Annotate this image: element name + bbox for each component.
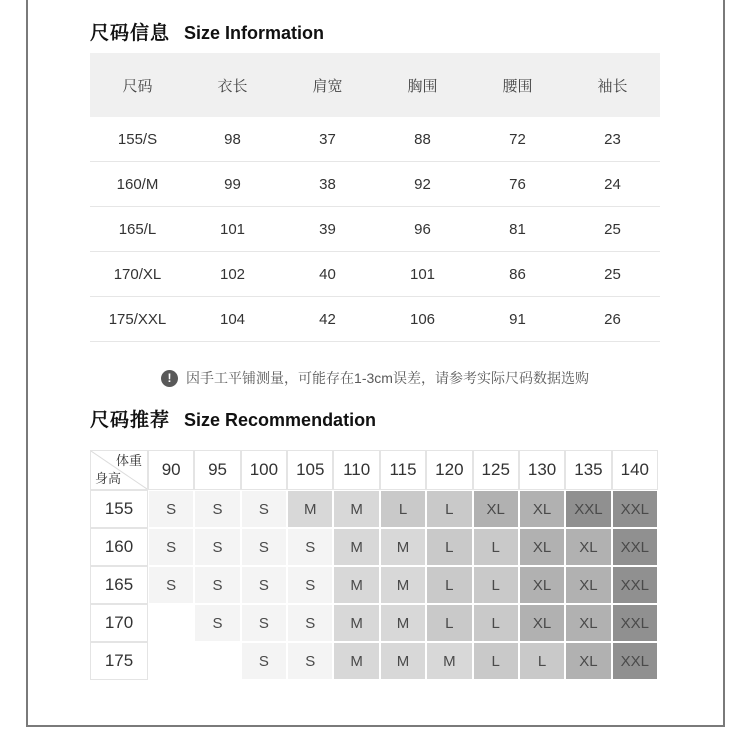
size-table-header-cell: 腰围 <box>502 77 533 95</box>
recommendation-cell: XL <box>473 490 519 528</box>
recommendation-cell: L <box>473 642 519 680</box>
corner-height-label: 身高 <box>95 470 122 486</box>
size-recommendation-title-en: Size Recommendation <box>184 410 377 430</box>
recommendation-cell <box>148 604 194 642</box>
size-table-value-cell: 39 <box>319 220 336 238</box>
size-table-value-cell: 38 <box>319 175 336 193</box>
size-table-value-cell: 24 <box>604 175 621 193</box>
size-table-value-cell: 37 <box>319 130 336 148</box>
note-text: 因手工平铺测量，可能存在1-3cm误差，请参考实际尺码数据选购 <box>186 370 589 386</box>
recommendation-cell: M <box>333 642 379 680</box>
recommendation-cell: XL <box>565 642 611 680</box>
recommendation-cell: M <box>380 566 426 604</box>
size-table-value-cell: 92 <box>414 175 431 193</box>
size-table-value-cell: 91 <box>509 310 526 328</box>
recommendation-cell: XL <box>519 604 565 642</box>
size-table-value-cell: 102 <box>219 265 246 283</box>
size-table-header-cell: 袖长 <box>597 77 628 95</box>
recommendation-cell: S <box>148 566 194 604</box>
height-header-cell: 170 <box>90 604 148 642</box>
size-table-row <box>90 117 660 162</box>
size-table-value-cell: 26 <box>604 310 621 328</box>
recommendation-cell: S <box>194 566 240 604</box>
recommendation-cell: L <box>473 528 519 566</box>
recommendation-cell: S <box>148 490 194 528</box>
size-table-size-cell: 170/XL <box>113 265 162 283</box>
corner-weight-label: 体重 <box>115 453 142 468</box>
size-table-row <box>90 252 660 297</box>
size-table-value-cell: 98 <box>224 130 241 148</box>
size-table-value-cell: 106 <box>409 310 436 328</box>
recommendation-cell: L <box>426 604 472 642</box>
recommendation-table <box>90 450 658 680</box>
recommendation-cell: L <box>426 566 472 604</box>
weight-header-cell: 105 <box>287 450 333 490</box>
recommendation-cell: XL <box>565 566 611 604</box>
recommendation-cell <box>148 642 194 680</box>
height-header-cell: 175 <box>90 642 148 680</box>
recommendation-cell: XXL <box>565 490 611 528</box>
size-table-value-cell: 72 <box>509 130 526 148</box>
recommendation-cell: XL <box>519 490 565 528</box>
recommendation-cell: M <box>380 528 426 566</box>
recommendation-cell <box>194 642 240 680</box>
size-table-value-cell: 104 <box>219 310 246 328</box>
recommendation-cell: XL <box>565 528 611 566</box>
exclamation-circle-icon: ! <box>161 370 178 387</box>
size-table-value-cell: 99 <box>224 175 241 193</box>
weight-header-cell: 95 <box>194 450 240 490</box>
size-table-value-cell: 96 <box>414 220 431 238</box>
weight-header-cell: 115 <box>380 450 426 490</box>
size-table-row <box>90 297 660 342</box>
size-table-header-cell: 尺码 <box>122 77 153 95</box>
weight-header-cell: 130 <box>519 450 565 490</box>
size-table-value-cell: 40 <box>319 265 336 283</box>
size-table-header-cell: 肩宽 <box>312 77 343 95</box>
weight-header-cell: 135 <box>565 450 611 490</box>
weight-header-cell: 100 <box>241 450 287 490</box>
recommendation-cell: L <box>380 490 426 528</box>
size-table-size-cell: 160/M <box>116 175 159 193</box>
recommendation-cell: M <box>287 490 333 528</box>
size-recommendation-title-zh: 尺码推荐 <box>90 410 171 431</box>
size-table-value-cell: 23 <box>604 130 621 148</box>
recommendation-cell: S <box>287 642 333 680</box>
recommendation-cell: S <box>194 490 240 528</box>
recommendation-cell: XXL <box>612 604 658 642</box>
recommendation-cell: XXL <box>612 642 658 680</box>
recommendation-cell: S <box>241 642 287 680</box>
size-table-header-cell: 胸围 <box>407 77 438 95</box>
size-table-value-cell: 25 <box>604 220 621 238</box>
recommendation-cell: XL <box>565 604 611 642</box>
recommendation-cell: M <box>333 604 379 642</box>
recommendation-cell: S <box>287 566 333 604</box>
recommendation-cell: L <box>473 604 519 642</box>
recommendation-cell: XXL <box>612 566 658 604</box>
weight-header-cell: 125 <box>473 450 519 490</box>
size-table-header-cell: 衣长 <box>217 77 248 95</box>
measurement-note <box>90 363 660 393</box>
recommendation-cell: XL <box>519 528 565 566</box>
size-table-header-row <box>90 53 660 117</box>
size-table-size-cell: 155/S <box>117 130 158 148</box>
size-table <box>90 53 660 342</box>
recommendation-cell: L <box>426 528 472 566</box>
size-table-value-cell: 86 <box>509 265 526 283</box>
size-info-section-title <box>90 18 324 45</box>
size-table-value-cell: 42 <box>319 310 336 328</box>
recommendation-cell: M <box>333 566 379 604</box>
recommendation-cell: S <box>194 604 240 642</box>
recommendation-cell: M <box>333 490 379 528</box>
weight-header-cell: 90 <box>148 450 194 490</box>
recommendation-cell: M <box>380 642 426 680</box>
size-info-title-en: Size Information <box>184 23 325 43</box>
recommendation-cell: S <box>287 604 333 642</box>
size-table-value-cell: 88 <box>414 130 431 148</box>
height-header-cell: 160 <box>90 528 148 566</box>
size-table-size-cell: 175/XXL <box>108 310 167 328</box>
size-info-title-zh: 尺码信息 <box>90 23 171 44</box>
recommendation-cell: M <box>333 528 379 566</box>
size-table-body <box>90 117 660 342</box>
recommendation-cell: S <box>241 490 287 528</box>
height-header-cell: 155 <box>90 490 148 528</box>
size-table-value-cell: 25 <box>604 265 621 283</box>
recommendation-cell: S <box>241 528 287 566</box>
weight-header-cell: 140 <box>612 450 658 490</box>
size-table-value-cell: 101 <box>409 265 436 283</box>
recommendation-cell: M <box>426 642 472 680</box>
recommendation-cell: S <box>194 528 240 566</box>
recommendation-cell: L <box>519 642 565 680</box>
height-header-cell: 165 <box>90 566 148 604</box>
size-table-value-cell: 81 <box>509 220 526 238</box>
recommendation-cell: XL <box>519 566 565 604</box>
recommendation-cell: XXL <box>612 490 658 528</box>
size-table-row <box>90 207 660 252</box>
recommendation-cell: S <box>241 566 287 604</box>
weight-header-cell: 120 <box>426 450 472 490</box>
recommendation-cell: L <box>426 490 472 528</box>
corner-cell <box>90 450 148 490</box>
recommendation-cell: L <box>473 566 519 604</box>
size-table-value-cell: 76 <box>509 175 526 193</box>
recommendation-cell: S <box>148 528 194 566</box>
size-table-value-cell: 101 <box>219 220 246 238</box>
weight-header-cell: 110 <box>333 450 379 490</box>
size-table-row <box>90 162 660 207</box>
recommendation-cell: XXL <box>612 528 658 566</box>
recommendation-cell: S <box>241 604 287 642</box>
size-table-size-cell: 165/L <box>118 220 157 238</box>
recommendation-cell: M <box>380 604 426 642</box>
recommendation-cell: S <box>287 528 333 566</box>
size-recommendation-section-title <box>90 405 376 432</box>
